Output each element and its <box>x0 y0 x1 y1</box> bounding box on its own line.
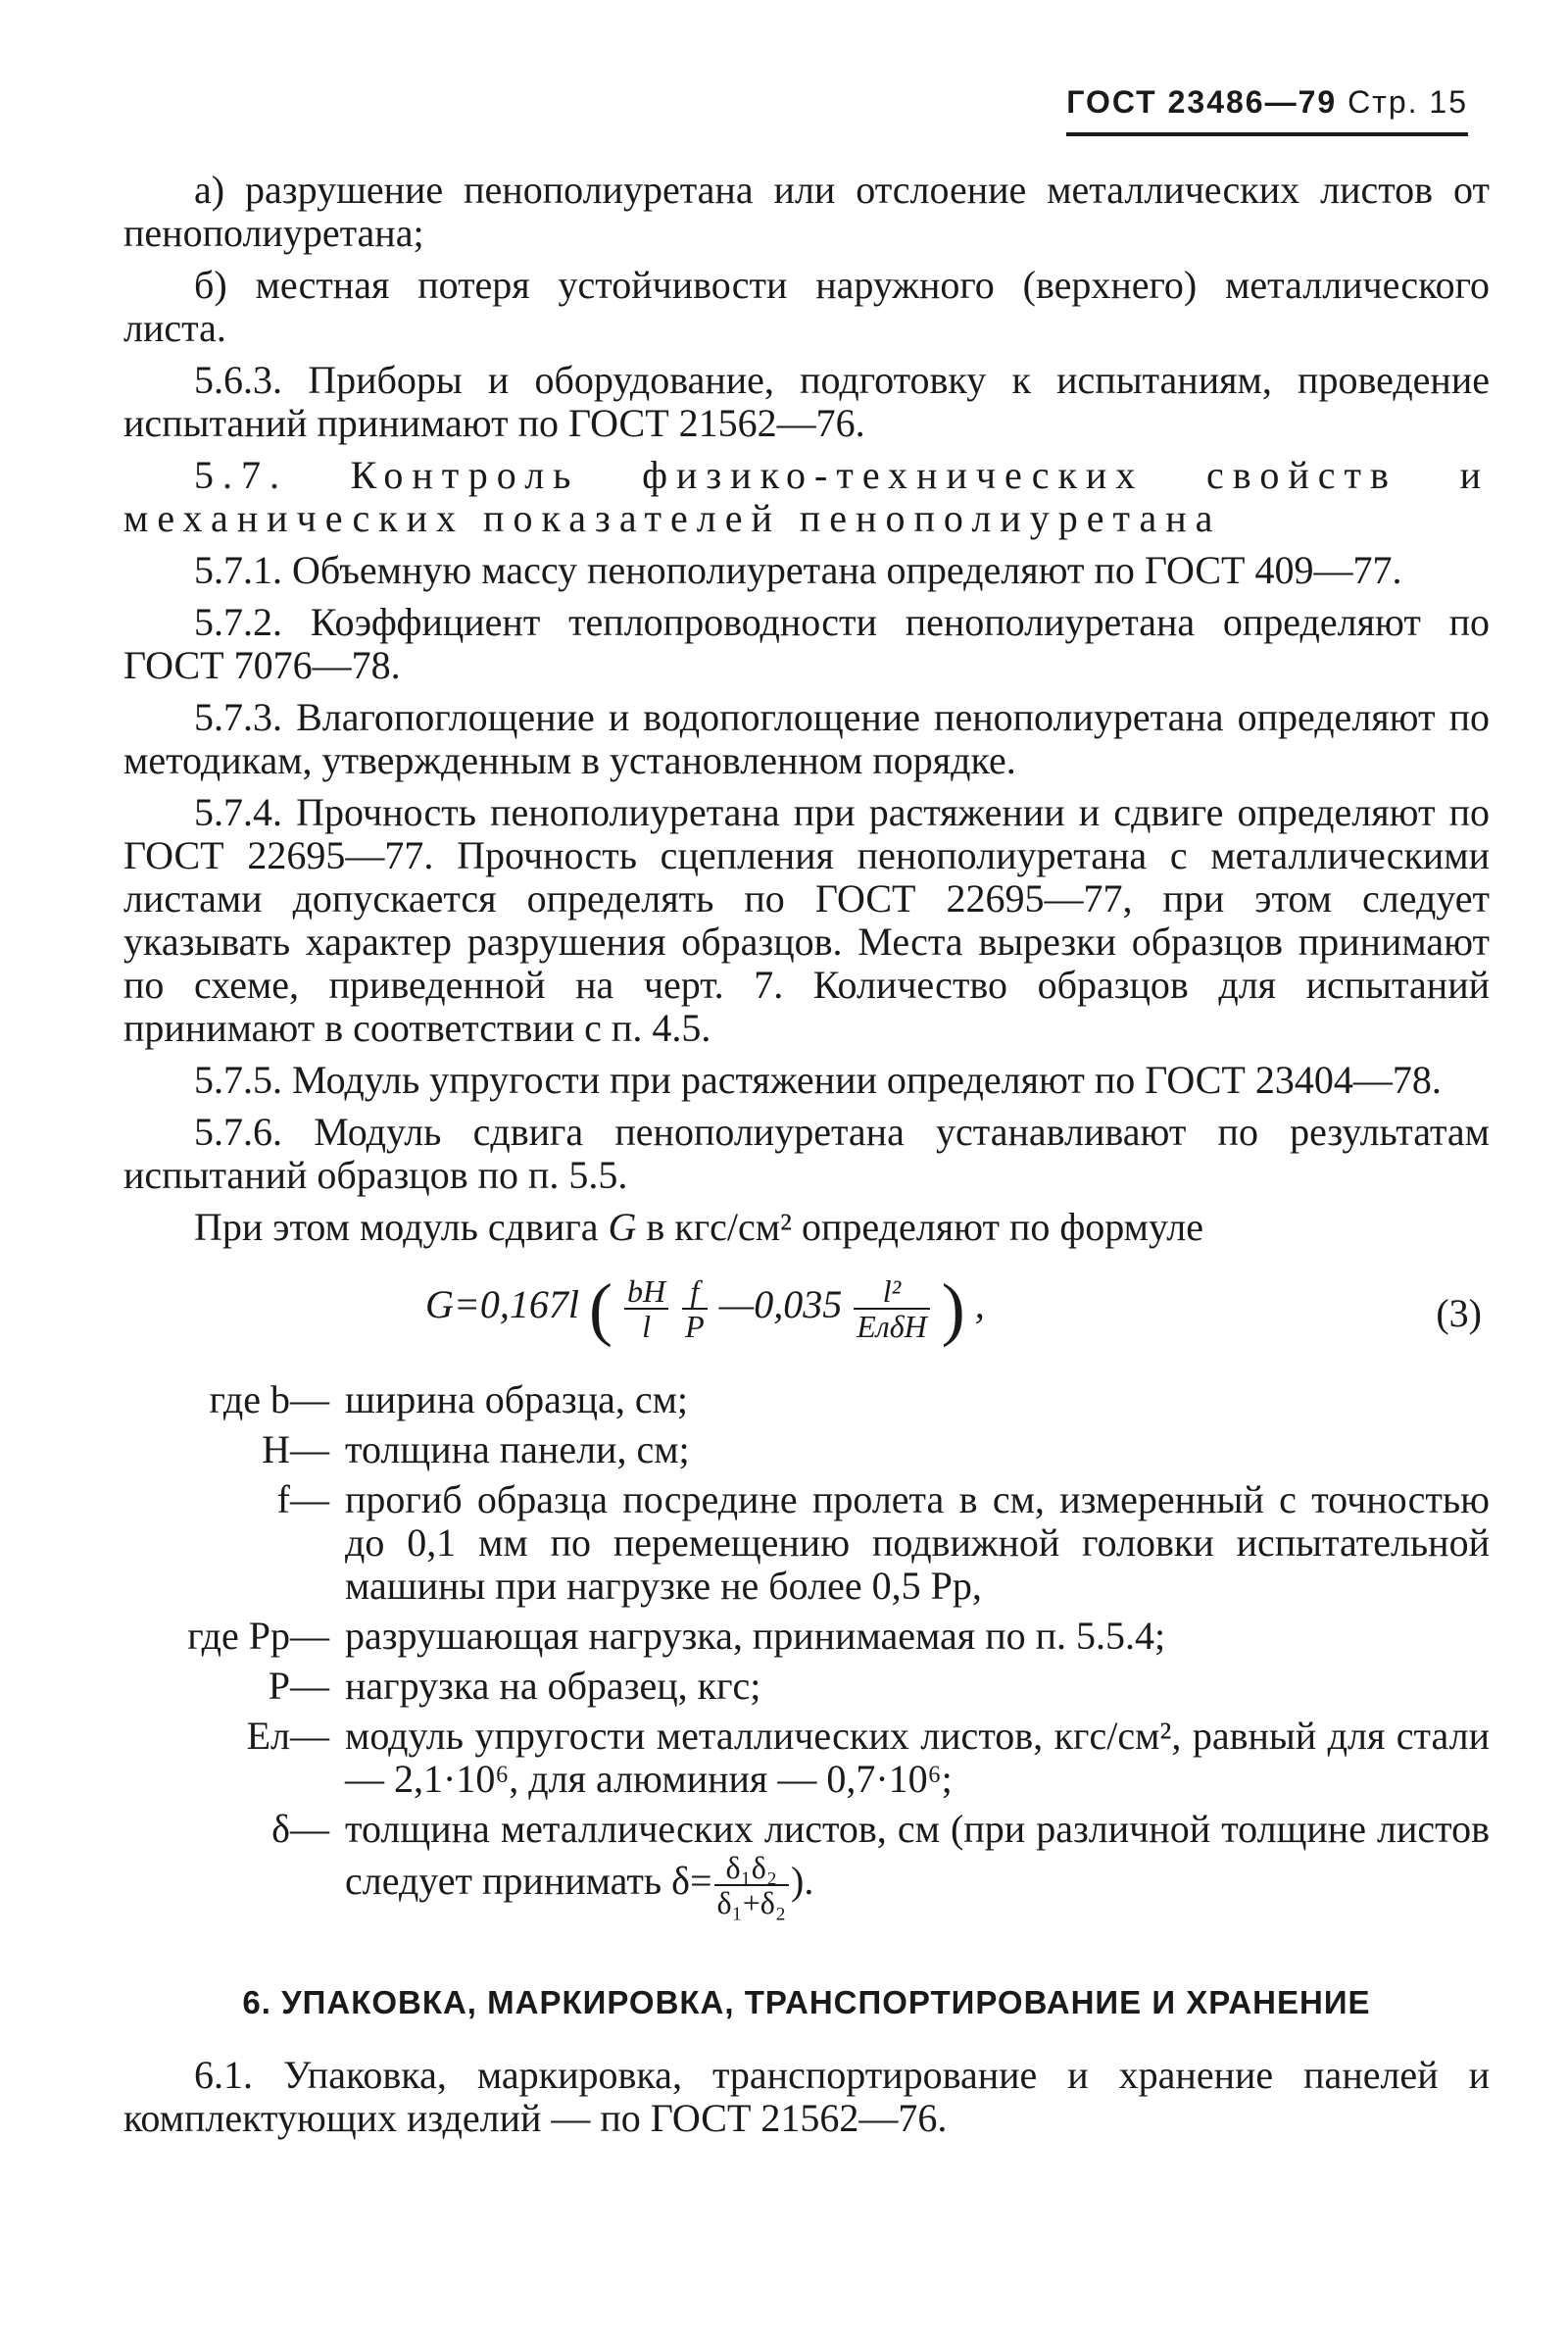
page-number: Стр. 15 <box>1348 84 1468 120</box>
definition-text: модуль упругости металлических листов, кгс/см², равный для стали — 2,1·10⁶, для алюминия — 0,7·10⁶; <box>345 1714 1490 1801</box>
definition-symbol: где Pр <box>187 1614 290 1658</box>
definition-row: Eл — модуль упругости металлических листов, кгс/см², равный для стали — 2,1·10⁶, для алюминия — 0,7·10⁶; <box>123 1715 1490 1808</box>
definition-symbol: P <box>268 1664 290 1708</box>
definition-symbol: где b <box>209 1377 290 1421</box>
paragraph-5-7-3: 5.7.3. Влагопоглощение и водопоглощение пенополиуретана определяют по методикам, утвержденным в установленном порядке. <box>123 695 1490 782</box>
definition-row: P — нагрузка на образец, кгс; <box>123 1665 1490 1715</box>
definition-symbol: δ <box>271 1807 290 1851</box>
fraction-l2-edh: $\frac{\text{l²}}{\text{EлδH}}$ <box>854 1274 929 1343</box>
definition-symbol: f <box>276 1477 290 1521</box>
formula-lhs: G=0,167l <box>425 1282 579 1327</box>
paragraph-5-7-5: 5.7.5. Модуль упругости при растяжении определяют по ГОСТ 23404—78. <box>194 1058 1442 1102</box>
paragraph-b: б) местная потеря устойчивости наружного (верхнего) металлического листа. <box>123 263 1490 350</box>
definition-text: разрушающая нагрузка, принимаемая по п. 5.5.4; <box>345 1614 1166 1658</box>
definition-text: прогиб образца посредине пролета в см, измеренный с точностью до 0,1 мм по перемещению подвижной головки испытательной машины при нагрузке не более 0,5 Pр, <box>345 1477 1490 1608</box>
definition-row: где Pр — разрушающая нагрузка, принимаемая по п. 5.5.4; <box>123 1615 1490 1665</box>
close-paren: ) <box>941 1269 965 1348</box>
formula-trailing-comma: , <box>974 1282 985 1327</box>
definition-row: где b — ширина образца, см; <box>123 1378 1490 1428</box>
paragraph-5-7-6: 5.7.6. Модуль сдвига пенополиуретана устанавливают по результатам испытаний образцов по п. 5.5. <box>123 1110 1490 1197</box>
definition-symbol: H <box>262 1427 290 1471</box>
definition-row: H — толщина панели, см; <box>123 1428 1490 1478</box>
paragraph-5-7-4: 5.7.4. Прочность пенополиуретана при растяжении и сдвиге определяют по ГОСТ 22695—77. Прочность сцепления пенополиуретана с металлическими листами допускается определять по ГОСТ 22695—77, при этом следует указывать характер разрушения образцов. Места вырезки образцов принимают по схеме, приведенной на черт. 7. Количество образцов для испытаний принимают в соответствии с п. 4.5. <box>123 790 1490 1050</box>
definition-row: δ — толщина металлических листов, см (при различной толщине листов следует принимать δ= $\frac{\text{δ₁δ₂}}{\text{δ₁+δ₂}}$ ). <box>123 1808 1490 1926</box>
paragraph-a: а) разрушение пенополиуретана или отслоение металлических листов от пенополиуретана; <box>123 168 1490 255</box>
definition-text: толщина металлических листов, см (при различной толщине листов следует принимать δ= $\frac{\text{δ₁δ₂}}{\text{δ₁+δ₂}}$ ). <box>345 1807 1490 1920</box>
definitions-table <box>123 1378 1490 1926</box>
open-paren: ( <box>589 1269 612 1348</box>
definition-text: ширина образца, см; <box>345 1377 689 1421</box>
formula-minus-term: —0,035 <box>718 1282 843 1327</box>
heading-5-7: 5.7. Контроль физико-технических свойств и механических показателей пенополиуретана <box>123 453 1490 540</box>
paragraph-5-7-1: 5.7.1. Объемную массу пенополиуретана определяют по ГОСТ 409—77. <box>194 548 1402 592</box>
fraction-bh-l: $\frac{bH}{l}$ <box>624 1274 668 1343</box>
formula-number: (3) <box>1436 1291 1482 1335</box>
paragraph-5-7-2: 5.7.2. Коэффициент теплопроводности пенополиуретана определяют по ГОСТ 7076—78. <box>123 600 1490 687</box>
delta-formula: δ= $\frac{\text{δ₁δ₂}}{\text{δ₁+δ₂}}$ ). <box>671 1850 814 1920</box>
formula-intro: При этом модуль сдвига G в кгс/см² определяют по формуле <box>194 1205 1203 1249</box>
section-6-title: 6. УПАКОВКА, МАРКИРОВКА, ТРАНСПОРТИРОВАНИЕ И ХРАНЕНИЕ <box>242 1984 1371 2020</box>
page-body <box>123 169 1490 2149</box>
paragraph-5-6-3: 5.6.3. Приборы и оборудование, подготовку к испытаниям, проведение испытаний принимают по ГОСТ 21562—76. <box>123 358 1490 445</box>
formula-expression <box>425 1269 985 1348</box>
fraction-delta: $\frac{\text{δ₁δ₂}}{\text{δ₁+δ₂}}$ <box>714 1851 790 1919</box>
definition-text: нагрузка на образец, кгс; <box>345 1664 761 1708</box>
definition-symbol: Eл <box>246 1714 290 1758</box>
document-number: ГОСТ 23486—79 <box>1066 84 1338 120</box>
paragraph-6-1: 6.1. Упаковка, маркировка, транспортирование и хранение панелей и комплектующих изделий — по ГОСТ 21562—76. <box>123 2053 1490 2140</box>
definition-row: f — прогиб образца посредине пролета в см, измеренный с точностью до 0,1 мм по перемещению подвижной головки испытательной машины при нагрузке не более 0,5 Pр, <box>123 1478 1490 1615</box>
fraction-f-p: $\frac{f}{P}$ <box>682 1274 708 1343</box>
definition-text: толщина панели, см; <box>345 1427 690 1471</box>
formula-3 <box>123 1267 1490 1361</box>
page-header <box>1066 84 1468 136</box>
